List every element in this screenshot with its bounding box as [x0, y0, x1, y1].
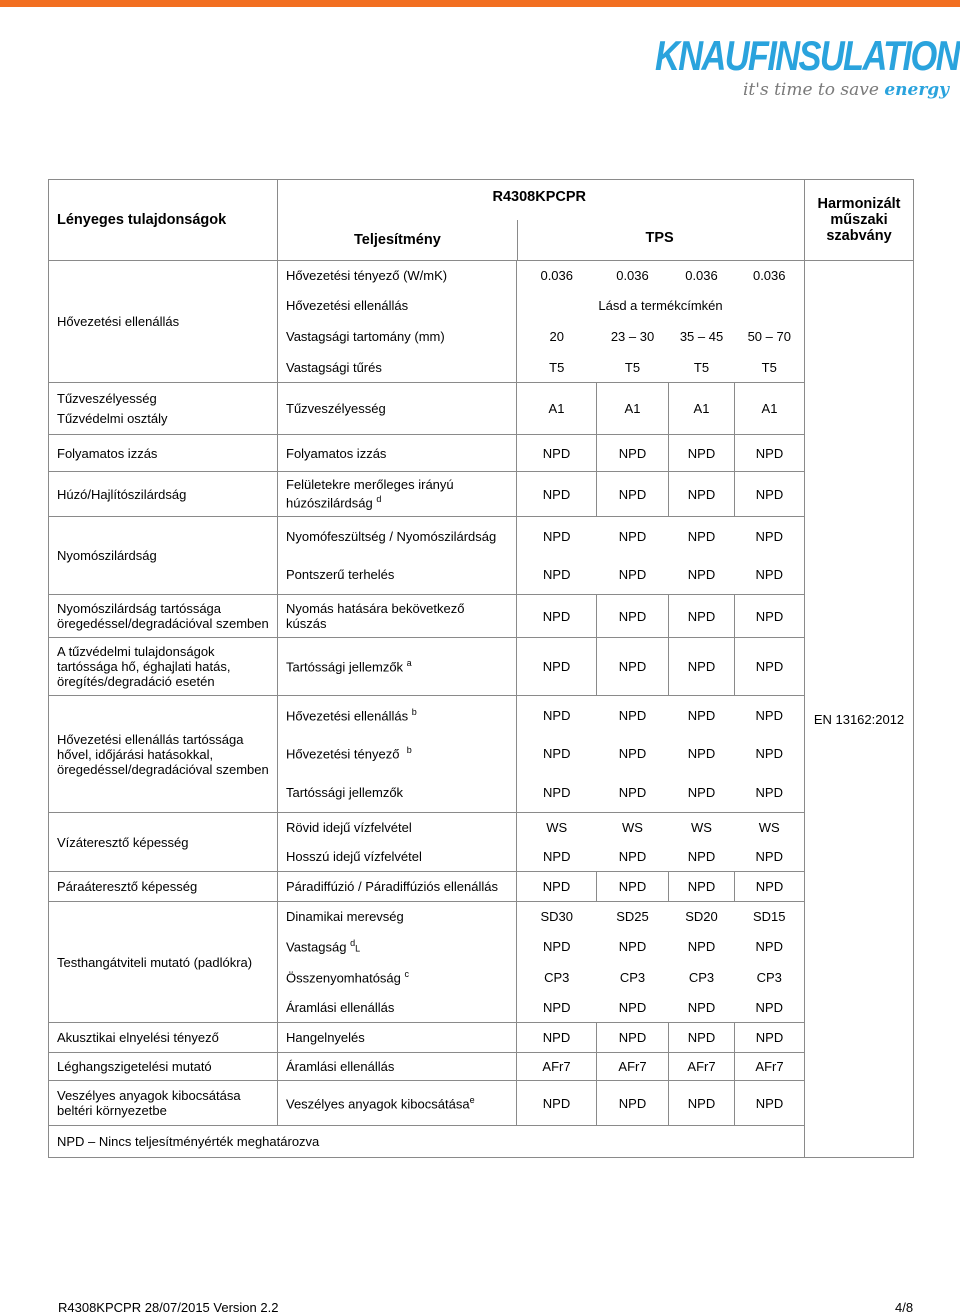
page-number: 4/8: [895, 1300, 914, 1315]
value-cell: NPD: [669, 773, 735, 813]
table-row: [49, 383, 914, 435]
value-cell: NPD: [597, 773, 669, 813]
logo-tagline: it's time to save energy: [743, 80, 950, 100]
row-label: Tartóssági jellemzők $^a$: [278, 638, 517, 696]
value-cell: 35 – 45: [679, 329, 724, 344]
value-cell: NPD: [687, 707, 716, 723]
value-cell: NPD: [735, 1023, 805, 1053]
header-essential: Lényeges tulajdonságok: [49, 180, 278, 261]
value-cell: NPD: [735, 1081, 805, 1126]
value-cell: SD30: [540, 909, 574, 925]
value-cell: CP3: [619, 969, 646, 985]
value-cell: AFr7: [517, 1053, 597, 1081]
group-airborne: Léghangszigetelési mutató: [49, 1053, 278, 1081]
value-cell: NPD: [735, 773, 805, 813]
row-label: Felületekre merőleges irányú húzószilárdság $^d$: [278, 472, 517, 517]
value-cell: NPD: [687, 528, 716, 544]
value-cell: NPD: [597, 472, 669, 517]
value-cell: NPD: [543, 528, 571, 544]
group-tensile: Húzó/Hajlítószilárdság: [49, 472, 278, 517]
value-cell: A1: [669, 383, 735, 435]
table-row: [49, 1023, 914, 1053]
value-cell: NPD: [618, 567, 647, 583]
value-cell: NPD: [669, 1081, 735, 1126]
logo-brand: KNAUFINSULATION: [655, 32, 959, 79]
knauf-insulation-logo: [655, 30, 959, 112]
group-dangerous: Veszélyes anyagok kibocsátása beltéri környezetbe: [49, 1081, 278, 1126]
value-cell: NPD: [517, 1081, 597, 1126]
table-row: [49, 1053, 914, 1081]
group-water: Vízáteresztő képesség: [49, 813, 278, 872]
value-cell: T5: [624, 359, 641, 375]
performance-table: [48, 179, 914, 1158]
value-cell: SD15: [752, 909, 786, 925]
value-cell: CP3: [756, 969, 782, 985]
value-cell: NPD: [517, 773, 597, 813]
value-cell: NPD: [517, 993, 597, 1023]
row-label: Nyomófeszültség / Nyomószilárdság: [278, 517, 517, 556]
value-cell: NPD: [618, 746, 647, 761]
value-cell: 0.036: [517, 261, 597, 291]
value-cell: NPD: [687, 746, 716, 761]
value-cell: T5: [761, 359, 777, 375]
row-label: Vastagsági tűrés: [286, 359, 382, 375]
value-cell: NPD: [597, 1023, 669, 1053]
table-row: [49, 595, 914, 638]
value-cell: AFr7: [669, 1053, 735, 1081]
value-cell: NPD: [669, 993, 735, 1023]
value-cell: NPD: [597, 993, 669, 1023]
value-cell: NPD: [755, 939, 783, 954]
value-cell: NPD: [735, 872, 805, 902]
table-row: [49, 813, 914, 843]
row-label: Folyamatos izzás: [278, 435, 517, 472]
value-cell: NPD: [543, 939, 571, 954]
group-vapour: Páraáteresztő képesség: [49, 872, 278, 902]
row-label: Dinamikai merevség: [278, 902, 517, 932]
value-cell: NPD: [543, 707, 571, 723]
value-cell: NPD: [517, 435, 597, 472]
value-cell: NPD: [755, 567, 783, 583]
value-cell: 0.036: [685, 268, 718, 283]
row-label: Vastagsági tartomány (mm): [286, 329, 445, 344]
value-cell: NPD: [687, 567, 716, 583]
value-cell: NPD: [687, 939, 716, 954]
row-label: Tűzveszélyesség: [278, 383, 517, 435]
value-cell: WS: [622, 820, 643, 836]
value-cell: NPD: [669, 1023, 735, 1053]
group-thermal: Hővezetési ellenállás: [49, 261, 278, 383]
value-cell: SD25: [616, 909, 649, 925]
table-row: [49, 696, 914, 735]
row-label: Hővezetési tényező $^b$: [278, 735, 517, 773]
value-cell: NPD: [543, 746, 571, 761]
value-cell: SD20: [685, 909, 718, 925]
value-cell: NPD: [735, 472, 805, 517]
row-label: Hosszú idejű vízfelvétel: [278, 843, 517, 872]
product-code: R4308KPCPR: [492, 189, 586, 205]
value-cell: 23 – 30: [610, 329, 655, 344]
table-row: [49, 1126, 914, 1158]
row-label: Áramlási ellenállás: [278, 1053, 517, 1081]
row-label: Páradiffúzió / Páradiffúziós ellenállás: [278, 872, 517, 902]
value-cell: NPD: [597, 638, 669, 696]
value-cell: NPD: [755, 528, 783, 544]
value-cell: NPD: [618, 939, 647, 954]
row-label: Rövid idejű vízfelvétel: [278, 813, 517, 843]
value-cell: WS: [758, 820, 780, 836]
header-product: [492, 180, 805, 261]
value-cell: NPD: [597, 435, 669, 472]
value-cell: NPD: [517, 1023, 597, 1053]
value-cell: T5: [693, 359, 710, 375]
row-label: Hővezetési ellenállás: [286, 298, 409, 313]
table-row: [49, 872, 914, 902]
value-cell: NPD: [618, 528, 647, 544]
value-cell: AFr7: [735, 1053, 805, 1081]
value-cell: NPD: [517, 595, 597, 638]
top-accent-bar: [0, 0, 960, 7]
value-cell: NPD: [669, 435, 735, 472]
table-header-row: [49, 180, 914, 261]
value-cell: NPD: [543, 567, 571, 583]
group-thermal-durability: Hővezetési ellenállás tartóssága hővel, időjárási hatásokkal, öregedéssel/degradációval szemben: [49, 696, 278, 813]
table-row: [49, 472, 914, 517]
value-cell: NPD: [517, 843, 597, 872]
value-cell: A1: [597, 383, 669, 435]
row-label: Tartóssági jellemzők: [278, 773, 517, 813]
group-impact-sound: Testhangátviteli mutató (padlókra): [49, 902, 278, 1023]
row-label: Áramlási ellenállás: [278, 993, 517, 1023]
value-cell: NPD: [735, 843, 805, 872]
value-cell: NPD: [618, 707, 647, 723]
value-cell: 20: [517, 321, 597, 353]
standard-cell: EN 13162:2012: [805, 261, 914, 1158]
value-cell: NPD: [669, 472, 735, 517]
value-cell: NPD: [597, 843, 669, 872]
value-cell-span: Lásd a termékcímkén: [517, 291, 805, 321]
value-cell: 0.036: [752, 268, 786, 283]
row-label: Veszélyes anyagok kibocsátása$^e$: [278, 1081, 517, 1126]
product-type: TPS: [645, 230, 674, 246]
row-label: Nyomás hatására bekövetkező kúszás: [278, 595, 517, 638]
row-label: Hővezetési ellenállás $^b$: [278, 696, 517, 735]
value-cell: NPD: [755, 746, 783, 761]
row-label: Vastagság $^d$L: [278, 932, 517, 962]
value-cell: NPD: [597, 872, 669, 902]
value-cell: CP3: [688, 969, 715, 985]
table-row: [49, 638, 914, 696]
row-label: Hővezetési tényező (W/mK): [286, 268, 448, 283]
group-fire: Tűzveszélyesség Tűzvédelmi osztály: [49, 383, 278, 435]
table-row: [49, 435, 914, 472]
value-cell: A1: [517, 383, 597, 435]
table-row: [49, 261, 914, 291]
row-label: Pontszerű terhelés: [278, 556, 517, 595]
value-cell: NPD: [669, 595, 735, 638]
table-row: [49, 1081, 914, 1126]
value-cell: NPD: [735, 993, 805, 1023]
value-cell: NPD: [517, 872, 597, 902]
value-cell: NPD: [735, 435, 805, 472]
group-creep: Nyomószilárdság tartóssága öregedéssel/degradációval szemben: [49, 595, 278, 638]
value-cell: NPD: [669, 872, 735, 902]
npd-note: NPD – Nincs teljesítményérték meghatározva: [49, 1126, 914, 1158]
value-cell: NPD: [669, 638, 735, 696]
value-cell: WS: [546, 820, 568, 836]
value-cell: NPD: [669, 843, 735, 872]
header-standard: Harmonizált műszaki szabvány: [805, 180, 914, 261]
value-cell: AFr7: [597, 1053, 669, 1081]
group-compression: Nyomószilárdság: [49, 517, 278, 595]
header-performance: Teljesítmény: [278, 180, 517, 261]
value-cell: NPD: [517, 472, 597, 517]
value-cell: 0.036: [616, 268, 649, 283]
value-cell: T5: [517, 353, 597, 383]
value-cell: NPD: [597, 595, 669, 638]
group-glow: Folyamatos izzás: [49, 435, 278, 472]
group-fire-durability: A tűzvédelmi tulajdonságok tartóssága hő, éghajlati hatás, öregítés/degradáció esetén: [49, 638, 278, 696]
value-cell: WS: [691, 820, 712, 836]
value-cell: NPD: [597, 1081, 669, 1126]
value-cell: 50 – 70: [747, 329, 791, 344]
row-label: Hangelnyelés: [278, 1023, 517, 1053]
value-cell: NPD: [735, 595, 805, 638]
value-cell: NPD: [517, 638, 597, 696]
value-cell: NPD: [735, 638, 805, 696]
document-reference: R4308KPCPR 28/07/2015 Version 2.2: [58, 1300, 279, 1315]
value-cell: CP3: [544, 969, 570, 985]
row-label: Összenyomhatóság $^c$: [278, 962, 517, 993]
value-cell: NPD: [755, 707, 783, 723]
value-cell: A1: [735, 383, 805, 435]
table-row: [49, 902, 914, 932]
group-acoustic: Akusztikai elnyelési tényező: [49, 1023, 278, 1053]
table-row: [49, 517, 914, 556]
